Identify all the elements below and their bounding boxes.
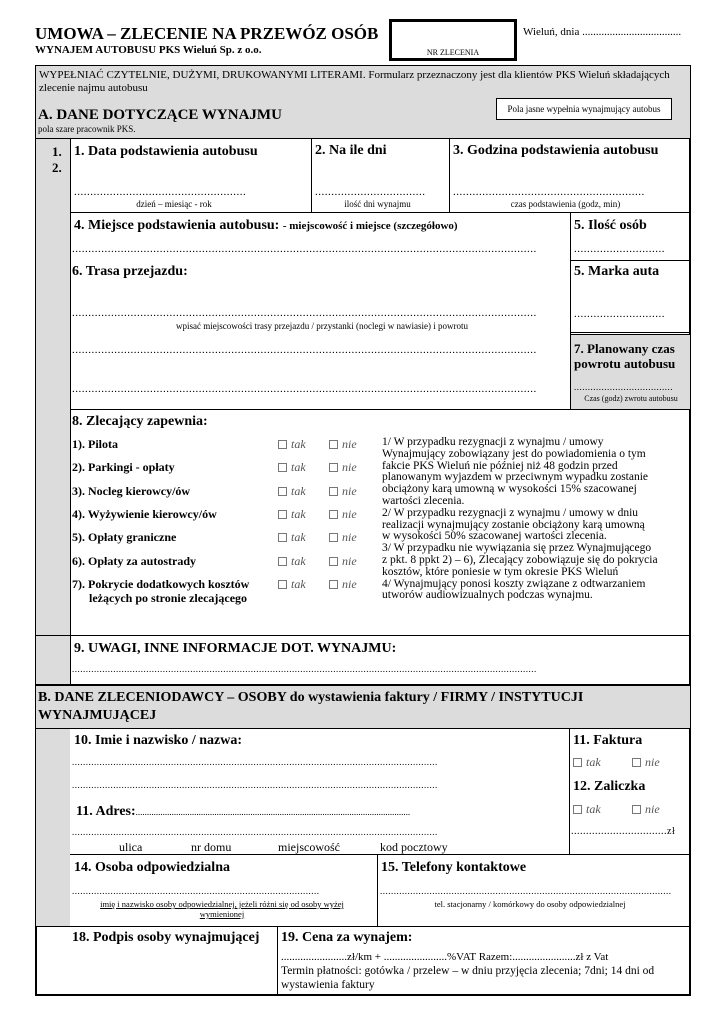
place-date[interactable]: Wieluń, dnia .................................... <box>523 26 682 38</box>
form-title: UMOWA – ZLECENIE NA PRZEWÓZ OSÓB <box>35 24 379 43</box>
field-4-label-main: 4. Miejsce podstawienia autobusu: <box>74 218 280 233</box>
field-2-label: 2. Na ile dni <box>315 143 387 158</box>
field-4-label-suffix: - miejscowość i miejsce (szczegółowo) <box>282 220 458 232</box>
checkbox-nie[interactable]: nie <box>329 577 357 592</box>
checkbox-tak[interactable]: tak <box>278 530 306 545</box>
checkbox-tak[interactable]: tak <box>278 577 306 592</box>
provision-label: 3). Nocleg kierowcy/ów <box>72 484 191 498</box>
field-1-label: 1. Data podstawienia autobusu <box>74 144 258 159</box>
field-6-input-1[interactable]: ............................................................................................................................................... <box>72 307 537 319</box>
checkbox-nie[interactable]: nie <box>329 554 357 569</box>
checkbox-nie[interactable]: nie <box>329 460 357 475</box>
terms-text <box>382 437 682 602</box>
field-14-hint-line2: wymienionej <box>199 909 245 919</box>
terms-line: kosztów, które poniesie w tym okresie PKS Wieluń <box>382 565 619 578</box>
provision-label: 6). Opłaty za autostrady <box>72 554 196 568</box>
provision-item <box>72 460 372 480</box>
checkbox-nie[interactable]: nie <box>329 484 357 499</box>
terms-line: 4/ Wynajmujący ponosi koszty związane z odtwarzaniem <box>382 577 646 590</box>
field-5-brand-input[interactable]: ............................ <box>574 308 665 320</box>
field-14-label: 14. Osoba odpowiedzialna <box>74 860 230 875</box>
field-6-input-2[interactable]: ............................................................................................................................................... <box>72 344 537 356</box>
terms-line: 1/ W przypadku rezygnacji z wynajmu / umowy <box>382 436 604 448</box>
field-19-label: 19. Cena za wynajem: <box>281 930 413 945</box>
field-5-persons-label: 5. Ilość osób <box>574 218 647 233</box>
field-15-label: 15. Telefony kontaktowe <box>381 860 527 875</box>
order-number-label: NR ZLECENIA <box>426 48 480 57</box>
grey-left-column-a <box>36 138 70 686</box>
field-1-hint: dzień – miesiąc - rok <box>136 199 212 209</box>
grey-left-column-b <box>36 728 70 926</box>
price-line[interactable]: ........................zł/km + .......................%VAT Razem:.......................zł z Vat <box>281 951 609 963</box>
field-10-input-2[interactable]: ..................................................................................................................................... <box>72 780 438 790</box>
checkbox-tak[interactable]: tak <box>278 507 306 522</box>
field-14-hint-line1: imię i nazwisko osoby odpowiedzialnej, jeżeli różni się od osoby wyżej <box>100 899 344 909</box>
field-4-label <box>74 218 458 234</box>
checkbox-tak[interactable]: tak <box>278 437 306 452</box>
provision-label: 1). Pilota <box>72 437 118 451</box>
terms-line: wartości zlecenia. <box>382 494 465 507</box>
signature-area[interactable] <box>71 950 275 994</box>
field-3-label: 3. Godzina podstawienia autobusu <box>453 143 659 158</box>
checkbox-nie[interactable]: nie <box>329 530 357 545</box>
intro-text: WYPEŁNIAĆ CZYTELNIE, DUŻYMI, DRUKOWANYMI LITERAMI. Formularz przeznaczony jest dla klientów PKS Wieluń składających zlecenie najmu autobusu <box>39 69 670 94</box>
checkbox-tak[interactable]: tak <box>278 484 306 499</box>
field-1-input[interactable]: ..................................................... <box>74 186 247 198</box>
row-number-1: 1. <box>52 144 62 159</box>
invoice-label: 11. Faktura <box>573 733 643 748</box>
field-11-input-1[interactable]: .......................................................................................................................... <box>135 807 411 817</box>
field-8-label: 8. Zlecający zapewnia: <box>72 414 208 429</box>
field-9-input[interactable]: ......................................................................................................................................................................... <box>72 664 537 674</box>
provision-label: 7). Pokrycie dodatkowych kosztów <box>72 577 250 591</box>
grey-fields-note: pola szare pracownik PKS. <box>38 124 136 134</box>
checkbox-nie[interactable]: nie <box>329 507 357 522</box>
checkbox-tak[interactable]: tak <box>278 460 306 475</box>
terms-line: fakcie PKS Wieluń nie później niż 48 godzin przed <box>382 459 618 472</box>
provision-label-line2: leżących po stronie zlecającego <box>89 591 248 605</box>
provision-label: 4). Wyżywienie kierowcy/ów <box>72 507 217 521</box>
field-6-hint: wpisać miejscowości trasy przejazdu / przystanki (noclegi w nawiasie) i powrotu <box>176 321 468 331</box>
payment-terms-line1: Termin płatności: gotówka / przelew – w dniu przyjęcia zlecenia; 7dni; 14 dni od <box>281 965 655 977</box>
field-2-input[interactable]: .................................. <box>315 186 426 198</box>
field-11-input-2[interactable]: ..................................................................................................................................... <box>72 827 438 837</box>
terms-line: z pkt. 8 ppkt 2) – 6), Zlecający zobowiązuje się do pokrycia <box>382 553 658 566</box>
provision-item <box>72 437 372 457</box>
field-10-input-1[interactable]: ..................................................................................................................................... <box>72 757 438 767</box>
terms-line: obciążony karą umowną w wysokości 15% szacowanej <box>382 483 637 496</box>
field-11-label: 11. Adres: <box>76 804 136 819</box>
address-part-street: ulica <box>119 840 143 854</box>
light-fields-note: Pola jasne wypełnia wynajmujący autobus <box>496 98 672 120</box>
provision-item <box>72 484 372 504</box>
address-part-house: nr domu <box>191 840 232 854</box>
advance-amount-input[interactable]: ................................zł <box>571 826 676 837</box>
address-part-zip: kod pocztowy <box>380 840 448 854</box>
field-2-hint: ilość dni wynajmu <box>344 199 411 209</box>
provision-label: 5). Opłaty graniczne <box>72 530 177 544</box>
field-6-label: 6. Trasa przejazdu: <box>72 264 188 279</box>
field-3-hint: czas podstawienia (godz, min) <box>510 199 621 209</box>
section-a-title: A. DANE DOTYCZĄCE WYNAJMU <box>38 107 282 123</box>
terms-line: planowanym wyjazdem w przeciwnym wypadku zostanie <box>382 471 649 484</box>
form-subtitle: WYNAJEM AUTOBUSU PKS Wieluń Sp. z o.o. <box>35 44 262 56</box>
field-7-input[interactable]: .................................... <box>574 382 673 392</box>
invoice-tak-checkbox[interactable]: tak <box>573 755 601 770</box>
provision-item <box>72 554 372 574</box>
field-6-input-3[interactable]: ............................................................................................................................................... <box>72 383 537 395</box>
row-number-2: 2. <box>52 160 62 175</box>
field-4-input[interactable]: ............................................................................................................................................... <box>72 243 537 255</box>
field-7-hint: Czas (godz) zwrotu autobusu <box>584 394 678 403</box>
provision-label: 2). Parkingi - opłaty <box>72 460 175 474</box>
advance-tak-checkbox[interactable]: tak <box>573 802 601 817</box>
field-15-input[interactable]: .......................................................................................................... <box>380 886 672 896</box>
provision-item <box>72 577 372 609</box>
field-5-brand-label: 5. Marka auta <box>574 264 660 279</box>
field-9-label: 9. UWAGI, INNE INFORMACJE DOT. WYNAJMU: <box>74 641 397 656</box>
field-3-input[interactable]: ........................................................... <box>453 186 645 198</box>
field-11-address-row <box>76 804 476 820</box>
checkbox-nie[interactable]: nie <box>329 437 357 452</box>
provision-item <box>72 507 372 527</box>
provision-item <box>72 530 372 550</box>
terms-line: w wysokości 50% szacowanej wartości zlecenia. <box>382 530 607 543</box>
terms-line: Wynajmujący zobowiązany jest do powiadomienia o tym <box>382 447 646 460</box>
field-18-label: 18. Podpis osoby wynajmującej <box>72 930 260 945</box>
section-b-title-line2: WYNAJMUJĄCEJ <box>38 708 157 723</box>
invoice-nie-checkbox[interactable]: nie <box>632 755 660 770</box>
section-b-title <box>38 689 583 725</box>
field-14-input[interactable]: .......................................................................................... <box>72 886 320 896</box>
section-b-title-line1: B. DANE ZLECENIODAWCY – OSOBY do wystawienia faktury / FIRMY / INSTYTUCJI <box>38 690 584 705</box>
field-7-label: 7. Planowany czas powrotu autobusu <box>574 341 676 371</box>
terms-line: 3/ W przypadku nie wywiązania się przez Wynajmującego <box>382 542 652 555</box>
field-5-persons-input[interactable]: ............................ <box>574 243 665 255</box>
terms-line: utworów audiowizualnych podczas wynajmu. <box>382 589 593 602</box>
field-15-hint: tel. stacjonarny / komórkowy do osoby odpowiedzialnej <box>434 899 626 909</box>
payment-terms-line2: wystawienia faktury <box>281 979 375 991</box>
field-14-hint <box>72 899 372 919</box>
field-10-label: 10. Imie i nazwisko / nazwa: <box>74 733 242 748</box>
advance-nie-checkbox[interactable]: nie <box>632 802 660 817</box>
advance-label: 12. Zaliczka <box>573 779 646 794</box>
address-part-city: miejscowość <box>278 840 340 854</box>
terms-line: realizacji wynajmujący zostanie obciążony karą umowną <box>382 518 645 531</box>
terms-line: 2/ W przypadku rezygnacji z wynajmu / umowy w dniu <box>382 506 639 519</box>
checkbox-tak[interactable]: tak <box>278 554 306 569</box>
